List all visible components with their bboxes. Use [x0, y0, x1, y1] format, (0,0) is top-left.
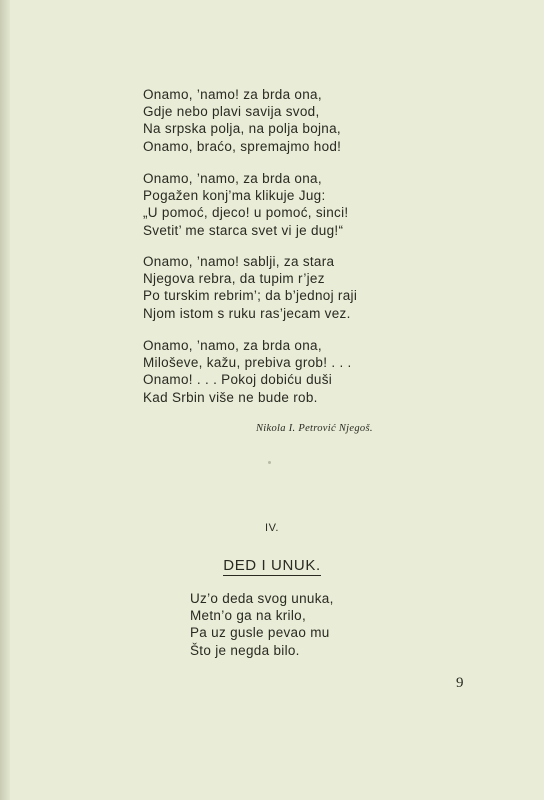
verse-line: Njegova rebra, da tupim r’jez: [143, 271, 325, 287]
poem-title: [0, 557, 544, 574]
poem-title-text: DED I UNUK.: [223, 557, 321, 574]
section-number: IV.: [265, 522, 279, 534]
verse-line: Uz’o deda svog unuka,: [190, 591, 334, 606]
poem-stanza-3: [143, 253, 357, 322]
verse-line: Svetit’ me starca svet vi je dug!“: [143, 222, 344, 238]
ornament-dot: [268, 461, 271, 464]
verse-line: Onamo, ’namo! za brda ona,: [143, 87, 322, 102]
poem-stanza-4: [143, 337, 352, 406]
verse-line: Kad Srbin više ne bude rob.: [143, 389, 318, 405]
verse-line: Onamo, braćo, spremajmo hod!: [143, 138, 342, 154]
verse-line: Miloševe, kažu, prebiva grob! . . .: [143, 355, 352, 371]
verse-line: Gdje nebo plavi savija svod,: [143, 104, 320, 120]
verse-line: „U pomoć, djeco! u pomoć, sinci!: [143, 205, 349, 221]
verse-line: Što je negda bilo.: [190, 642, 300, 658]
poem-stanza-2: [143, 170, 348, 239]
verse-line: Njom istom s ruku ras’jecam vez.: [143, 305, 351, 321]
verse-line: Na srpska polja, na polja bojna,: [143, 121, 341, 137]
verse-line: Onamo, ’namo, za brda ona,: [143, 338, 322, 353]
poem-author: Nikola I. Petrović Njegoš.: [256, 423, 373, 434]
page-number: 9: [456, 675, 464, 691]
verse-line: Po turskim rebrim’; da b’jednoj raji: [143, 288, 358, 304]
verse-line: Pa uz gusle pevao mu: [190, 625, 330, 641]
page-edge: [0, 0, 10, 800]
poem-stanza-iv: [190, 590, 334, 659]
verse-line: Pogažen konj’ma klikuje Jug:: [143, 188, 326, 204]
verse-line: Onamo! . . . Pokoj dobiću duši: [143, 372, 333, 388]
verse-line: Metn’o ga na krilo,: [190, 608, 307, 624]
verse-line: Onamo, ’namo, za brda ona,: [143, 171, 322, 186]
verse-line: Onamo, ’namo! sablji, za stara: [143, 254, 335, 269]
poem-stanza-1: [143, 86, 341, 155]
